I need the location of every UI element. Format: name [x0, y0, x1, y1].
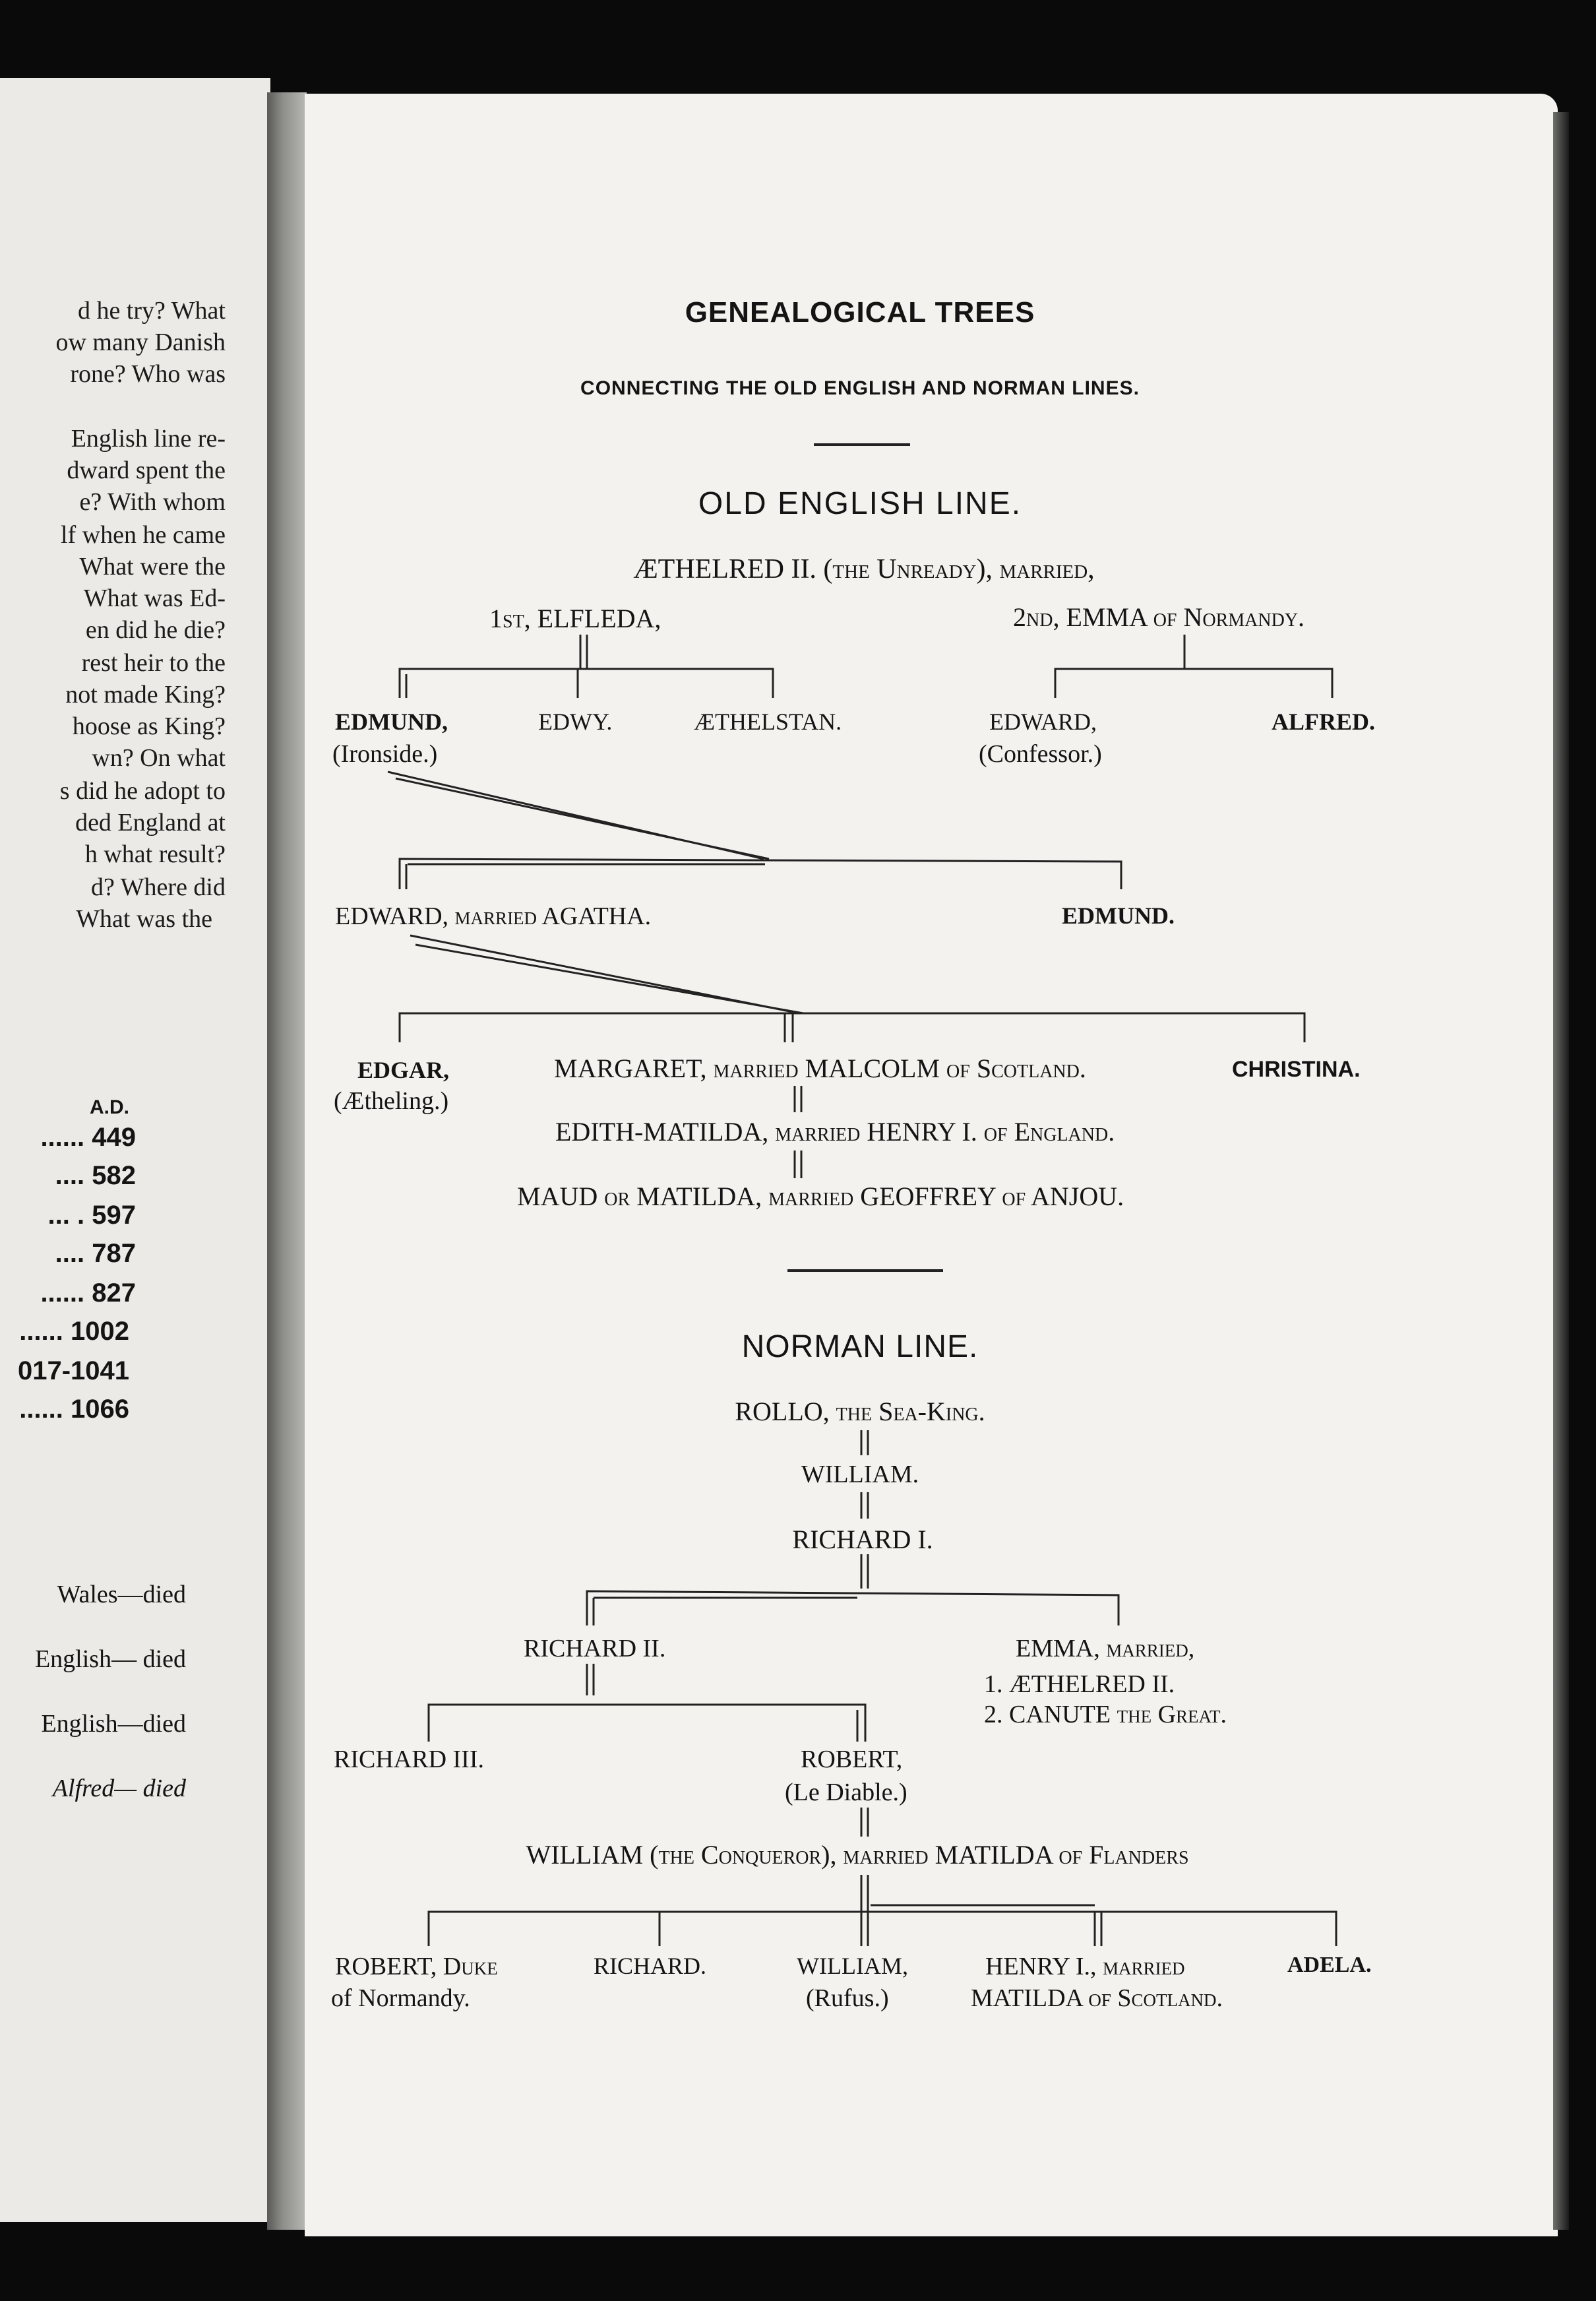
- date-row: ...... 1066: [19, 1395, 129, 1424]
- maud-matilda: MAUD or MATILDA, married GEOFFREY of ANJOU.: [517, 1182, 1124, 1211]
- question-line: rone? Who was: [70, 360, 226, 388]
- page-subtitle: CONNECTING THE OLD ENGLISH AND NORMAN LINES.: [580, 377, 1140, 399]
- rollo: ROLLO, the Sea-King.: [735, 1397, 985, 1426]
- date-row: .... 787: [55, 1239, 136, 1268]
- margaret-married-malcolm: MARGARET, married MALCOLM of Scotland.: [554, 1054, 1086, 1083]
- ironside-epithet: (Ironside.): [332, 740, 438, 768]
- norman-heading: NORMAN LINE.: [741, 1329, 979, 1364]
- question-line: e? With whom: [79, 488, 226, 516]
- question-line: dward spent the: [67, 457, 226, 484]
- page-title: GENEALOGICAL TREES: [685, 296, 1035, 329]
- william-the-conqueror: WILLIAM (the Conqueror), married MATILDA of Flanders: [526, 1840, 1189, 1870]
- edward-married-agatha: EDWARD, married AGATHA.: [335, 902, 652, 930]
- footnote-line: Wales—died: [57, 1581, 186, 1608]
- henry-i-married: HENRY I., married: [985, 1953, 1185, 1980]
- date-row: .... 582: [55, 1161, 136, 1190]
- date-row: ...... 827: [40, 1278, 136, 1308]
- aethelstan: ÆTHELSTAN.: [694, 709, 842, 735]
- of-normandy: of Normandy.: [331, 1984, 470, 2012]
- robert-le-diable: ROBERT,: [801, 1746, 903, 1773]
- emma-of-normandy: 2nd, EMMA of Normandy.: [1013, 602, 1305, 632]
- le-diable-epithet: (Le Diable.): [785, 1779, 907, 1806]
- richard: RICHARD.: [594, 1953, 707, 1979]
- date-row: ...... 449: [40, 1123, 136, 1152]
- question-line: What was Ed-: [83, 584, 226, 612]
- edgar-atheling: EDGAR,: [357, 1057, 450, 1083]
- edith-matilda: EDITH-MATILDA, married HENRY I. of England.: [555, 1117, 1115, 1147]
- matilda-of-scotland: MATILDA of Scotland.: [971, 1984, 1223, 2012]
- edward-confessor: EDWARD,: [989, 709, 1097, 735]
- date-row: ...... 1002: [19, 1317, 129, 1346]
- emma-spouse-canute: 2. CANUTE the Great.: [984, 1701, 1227, 1728]
- christina: CHRISTINA.: [1232, 1057, 1361, 1082]
- question-line: lf when he came: [60, 521, 226, 549]
- divider: [787, 1269, 943, 1272]
- question-line: What was the: [76, 905, 212, 933]
- question-line: English line re-: [71, 425, 226, 453]
- atheling-epithet: (Ætheling.): [334, 1087, 449, 1115]
- question-line: s did he adopt to: [59, 777, 226, 805]
- question-line: ded England at: [75, 809, 226, 836]
- old-english-heading: OLD ENGLISH LINE.: [698, 486, 1022, 521]
- date-row: 017-1041: [17, 1356, 129, 1385]
- richard-iii: RICHARD III.: [334, 1746, 484, 1773]
- william-rufus: WILLIAM,: [797, 1953, 908, 1979]
- question-line: d he try? What: [77, 297, 226, 325]
- question-line: en did he die?: [85, 616, 226, 644]
- adela: ADELA.: [1287, 1953, 1372, 1977]
- aethelred-ii: ÆTHELRED II. (the Unready), married,: [633, 554, 1095, 584]
- footnote-line: English— died: [34, 1645, 186, 1673]
- richard-i: RICHARD I.: [792, 1525, 933, 1554]
- robert-duke-of-normandy: ROBERT, Duke: [335, 1953, 498, 1980]
- alfred: ALFRED.: [1272, 709, 1376, 735]
- question-line: d? Where did: [91, 873, 226, 901]
- edmund: EDMUND.: [1062, 902, 1175, 929]
- elfleda: 1st, ELFLEDA,: [489, 604, 661, 633]
- question-line: ow many Danish: [55, 329, 226, 356]
- rufus-epithet: (Rufus.): [806, 1984, 889, 2012]
- richard-ii: RICHARD II.: [524, 1635, 666, 1662]
- footnote-line: Alfred— died: [52, 1775, 186, 1802]
- question-line: h what result?: [84, 840, 226, 868]
- confessor-epithet: (Confessor.): [979, 740, 1102, 768]
- question-line: not made King?: [65, 681, 226, 709]
- emma-spouse-aethelred: 1. ÆTHELRED II.: [984, 1670, 1175, 1698]
- emma-married: EMMA, married,: [1016, 1635, 1195, 1662]
- edmund-ironside: EDMUND,: [335, 709, 448, 735]
- divider: [814, 443, 910, 446]
- date-row: ... . 597: [47, 1201, 136, 1230]
- question-line: wn? On what: [92, 744, 226, 772]
- question-line: hoose as King?: [72, 712, 226, 740]
- edwy: EDWY.: [538, 709, 613, 735]
- question-line: rest heir to the: [81, 649, 226, 677]
- william: WILLIAM.: [801, 1461, 919, 1488]
- ad-header: A.D.: [90, 1096, 129, 1118]
- question-line: What were the: [79, 553, 226, 581]
- footnote-line: English—died: [41, 1710, 186, 1738]
